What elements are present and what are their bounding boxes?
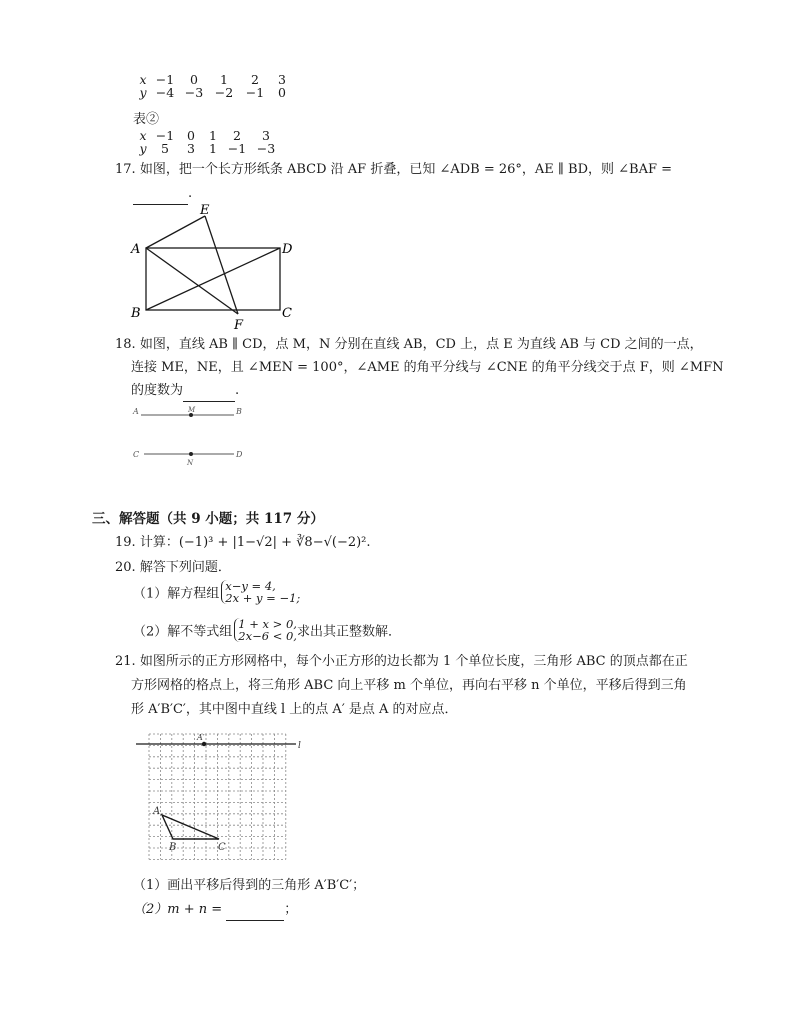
question-number: 20. — [115, 560, 136, 575]
label-l: l — [298, 741, 301, 751]
table-cell: −1 — [245, 85, 265, 100]
question-number: 21. — [115, 654, 136, 669]
table-cell: 2 — [233, 128, 241, 143]
label-a: A — [131, 242, 141, 257]
part-label: （1）解方程组 — [133, 586, 220, 602]
label-a-prime: A′ — [197, 733, 205, 742]
inequality: 2x−6 < 0, — [238, 629, 297, 643]
question-text: 计算：(−1)³ + |1−√2| + ∛8−√(−2)². — [139, 535, 371, 550]
table-cell: 2 — [251, 72, 259, 87]
triangle-abc — [162, 815, 219, 839]
question-20 — [115, 557, 231, 579]
question-21-line-1 — [115, 651, 688, 673]
table-cell: 0 — [190, 72, 198, 87]
question-number: 19. — [115, 535, 136, 550]
question-21-line-2: 方形网格的格点上，将三角形 ABC 向上平移 m 个单位，再向右平移 n 个单位，平移后得到三角 — [131, 678, 687, 693]
question-21-part-1: （1）画出平移后得到的三角形 A′B′C′； — [133, 878, 366, 893]
table-cell: 5 — [161, 141, 169, 156]
question-number: 17. — [115, 162, 136, 177]
table-cell: 3 — [278, 72, 286, 87]
section-title: 三、解答题（共 9 小题；共 117 分） — [92, 511, 324, 527]
figure-21-grid — [133, 730, 308, 870]
table-cell: −4 — [155, 85, 175, 100]
label-c: C — [218, 842, 226, 853]
label-n: N — [187, 459, 194, 467]
table-cell: 1 — [209, 128, 217, 143]
equation: 2x + y = −1; — [225, 591, 301, 605]
table-cell: −3 — [184, 85, 204, 100]
table-cell: −2 — [214, 85, 234, 100]
table-cell: 1 — [220, 72, 228, 87]
label-m: M — [188, 406, 196, 414]
inequality-system — [234, 618, 297, 642]
table-cell: −3 — [256, 141, 276, 156]
question-21-part-2 — [133, 899, 297, 921]
segment-ae — [146, 216, 205, 248]
table-2-y-row — [136, 142, 282, 155]
point-n — [189, 452, 193, 456]
table-cell: −1 — [227, 141, 247, 156]
label-a: A — [133, 407, 139, 416]
equation: x−y = 4, — [225, 579, 276, 593]
question-18-line-3 — [131, 380, 239, 402]
label-a: A — [153, 806, 161, 817]
table-cell: 3 — [187, 141, 195, 156]
question-17 — [115, 159, 672, 181]
question-tail: ； — [284, 902, 298, 917]
question-19 — [115, 532, 371, 554]
question-tail: . — [235, 383, 240, 398]
table-2 — [136, 129, 282, 155]
table-1-y-row — [136, 86, 294, 99]
figure-17 — [125, 200, 315, 335]
label-b: B — [236, 407, 242, 416]
question-tail: 求出其正整数解． — [296, 624, 401, 640]
question-text: 解答下列问题． — [139, 560, 231, 575]
question-20-part-2 — [133, 618, 401, 642]
question-text: 如图，把一个长方形纸条 ABCD 沿 AF 折叠，已知 ∠ADB = 26°，AE ∥ BD，则 ∠BAF = — [139, 162, 673, 177]
label-c: C — [133, 450, 140, 459]
question-text: 的度数为 — [131, 383, 184, 398]
label-f: F — [234, 318, 244, 333]
inequality: 1 + x > 0, — [238, 617, 297, 631]
table-cell: 0 — [278, 85, 286, 100]
question-18-line-1 — [115, 334, 703, 356]
label-b: B — [169, 842, 177, 853]
table-cell: 0 — [187, 128, 195, 143]
table-2-caption: 表② — [133, 112, 160, 127]
segment-ef — [205, 216, 238, 314]
question-tail: . — [188, 186, 193, 201]
question-21-line-3: 形 A′B′C′，其中图中直线 l 上的点 A′ 是点 A 的对应点． — [131, 702, 458, 717]
point-a-prime — [202, 742, 206, 746]
question-20-part-1 — [133, 580, 300, 604]
table-2-y-label: y — [139, 141, 147, 156]
table-cell: 3 — [262, 128, 270, 143]
question-text: 如图所示的正方形网格中，每个小正方形的边长都为 1 个单位长度，三角形 ABC 的顶点都在正 — [139, 654, 688, 669]
question-text: 如图，直线 AB ∥ CD，点 M，N 分别在直线 AB，CD 上，点 E 为直线 AB 与 CD 之间的一点， — [139, 337, 703, 352]
question-18-line-2: 连接 ME，NE，且 ∠MEN = 100°，∠AME 的角平分线与 ∠CNE 的角平分线交于点 F，则 ∠MFN — [131, 360, 724, 375]
label-c: C — [282, 306, 292, 321]
table-1-x-label: x — [139, 72, 147, 87]
part-label: （2）解不等式组 — [133, 624, 233, 640]
part-label: （2）m + n = — [133, 902, 223, 917]
equation-system — [221, 580, 300, 604]
table-cell: −1 — [155, 128, 175, 143]
answer-blank[interactable] — [183, 389, 235, 402]
label-d: D — [282, 242, 293, 257]
table-cell: −1 — [155, 72, 175, 87]
answer-blank[interactable] — [226, 908, 284, 921]
question-number: 18. — [115, 337, 136, 352]
table-2-x-label: x — [139, 128, 147, 143]
figure-18 — [130, 402, 250, 468]
label-e: E — [200, 203, 210, 218]
segment-bd — [146, 248, 280, 310]
table-cell: 1 — [209, 141, 217, 156]
table-1-y-label: y — [139, 85, 147, 100]
label-d: D — [236, 450, 243, 459]
table-1 — [136, 73, 294, 99]
label-b: B — [131, 306, 141, 321]
